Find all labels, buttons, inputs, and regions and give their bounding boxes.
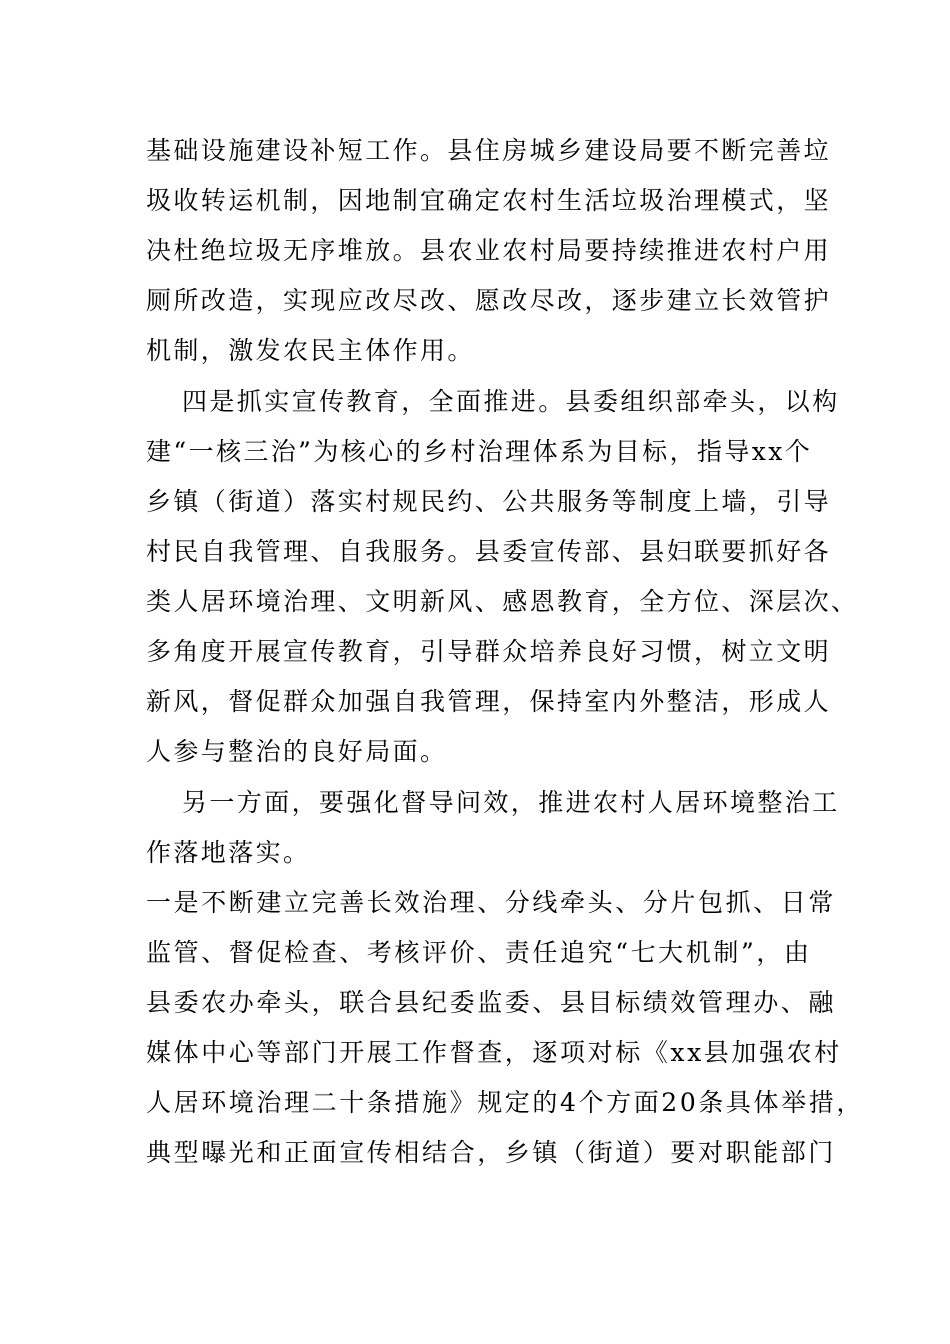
text-line: 圾收转运机制，因地制宜确定农村生活垃圾治理模式，坚 — [146, 186, 832, 215]
text-line: 类人居环境治理、文明新风、感恩教育，全方位、深层次、 — [146, 587, 859, 616]
text-line: 决杜绝垃圾无序堆放。县农业农村局要持续推进农村户用 — [146, 236, 832, 265]
text-line: 机制，激发农民主体作用。 — [146, 336, 475, 365]
text-line: 人参与整治的良好局面。 — [146, 737, 448, 766]
text-line: 新风，督促群众加强自我管理，保持室内外整洁，形成人 — [146, 687, 832, 716]
text-line: 典型曝光和正面宣传相结合，乡镇（街道）要对职能部门 — [146, 1138, 837, 1167]
text-line: 媒体中心等部门开展工作督查，逐项对标《xx县加强农村 — [146, 1038, 842, 1067]
text-line: 建“一核三治”为核心的乡村治理体系为目标，指导xx个 — [146, 437, 813, 466]
text-line: 村民自我管理、自我服务。县委宣传部、县妇联要抓好各 — [146, 537, 832, 566]
text-line: 县委农办牵头，联合县纪委监委、县目标绩效管理办、融 — [146, 988, 837, 1017]
paragraph-first-line: 一是不断建立完善长效治理、分线牵头、分片包抓、日常 — [146, 888, 837, 917]
text-line: 乡镇（街道）落实村规民约、公共服务等制度上墙，引导 — [146, 487, 832, 516]
text-line: 多角度开展宣传教育，引导群众培养良好习惯，树立文明 — [146, 637, 832, 666]
paragraph-first-line: 另一方面，要强化督导问效，推进农村人居环境整治工 — [182, 788, 840, 817]
text-line: 人居环境治理二十条措施》规定的4个方面20条具体举措， — [146, 1088, 864, 1117]
paragraph-first-line: 四是抓实宣传教育，全面推进。县委组织部牵头，以构 — [182, 387, 840, 416]
text-line: 基础设施建设补短工作。县住房城乡建设局要不断完善垃 — [146, 136, 832, 165]
text-line: 监管、督促检查、考核评价、责任追究“七大机制”，由 — [146, 938, 812, 967]
text-line: 作落地落实。 — [146, 838, 311, 867]
text-line: 厕所改造，实现应改尽改、愿改尽改，逐步建立长效管护 — [146, 286, 832, 315]
